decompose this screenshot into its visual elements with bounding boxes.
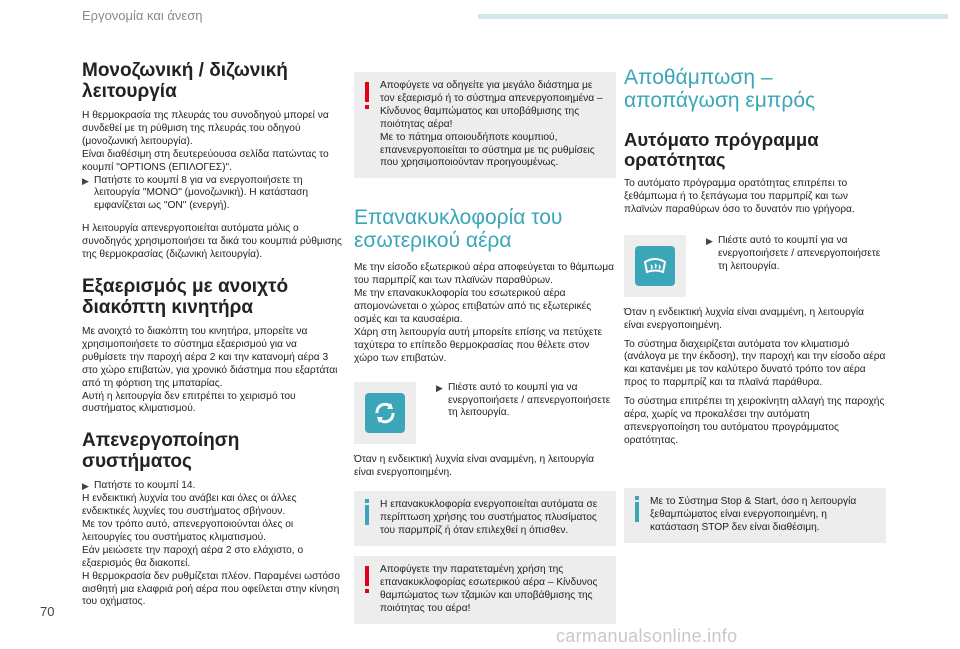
section-title-mono-dual: Μονοζωνική / διζωνική λειτουργία [82, 60, 288, 102]
section-title-deactivation: Απενεργοποίηση συστήματος [82, 430, 240, 473]
warning-exclamation-icon [365, 82, 369, 102]
arrow-bullet-icon: ▶ [82, 175, 89, 186]
defrost-button-row [624, 235, 886, 297]
paragraph: Με τον τρόπο αυτό, απενεργοποιούνται όλες οι λειτουργίες του συστήματος κλιματισμού. [82, 519, 294, 543]
column-middle [354, 72, 616, 634]
paragraph: Η θερμοκρασία δεν ρυθμίζεται πλέον. Παραμένει ωστόσο αισθητή μια ελαφριά ροή αέρα που οφείλεται στην κίνηση του οχήματος. [82, 570, 341, 608]
info-box [354, 491, 616, 546]
icon-frame [624, 235, 686, 297]
icon-frame [354, 382, 416, 444]
paragraph: Το σύστημα επιτρέπει τη χειροκίνητη αλλαγή της παροχής αέρα, χωρίς να προκαλέσει την αυτόματη απενεργοποίηση του αυτόματου προγράμματος ορατότητας. [624, 396, 885, 446]
bullet-text: Πιέστε αυτό το κουμπί για να ενεργοποιήσετε / απενεργοποιήσετε τη λειτουργία. [448, 381, 611, 419]
warning-box [354, 72, 616, 178]
bullet-item [706, 235, 886, 297]
paragraph: Το αυτόματο πρόγραμμα ορατότητας επιτρέπει το ξεθάμπωμα ή το ξεπάγωμα του παρμπρίζ και των πλαϊνών παραθύρων όσο το δυνατόν πιο γρήγορα. [624, 178, 855, 215]
bullet-item [82, 175, 344, 214]
watermark: carmanualsonline.info [556, 626, 738, 646]
section-title-ventilation: Εξαερισμός με ανοιχτό διακόπτη κινητήρα [82, 275, 289, 318]
subsection-title-visibility: Αυτόματο πρόγραμμα ορατότητας [624, 129, 819, 170]
header-title: Εργονομία και άνεση [82, 8, 203, 23]
paragraph: Με την επανακυκλοφορία του εσωτερικού αέρα απομονώνεται ο χώρος επιβατών από τις εξωτερικές οσμές και τα καυσαέρια. [354, 288, 592, 325]
column-right [624, 66, 886, 553]
bullet-text: Πατήστε το κουμπί 8 για να ενεργοποιήσετε τη λειτουργία "MONO" (μονοζωνική). Η κατάσταση εμφανίζεται ως "ON" (ενεργή). [94, 174, 309, 212]
warning-exclamation-dot [365, 589, 369, 593]
info-box [624, 488, 886, 543]
bullet-item [436, 382, 616, 444]
warning-text: Αποφύγετε να οδηγείτε για μεγάλο διάστημα με τον εξαερισμό ή το σύστημα απενεργοποιημένα – Κίνδυνος θαμπώματος και υποβάθμισης της ποιότητας αέρα! [380, 80, 603, 130]
bullet-text: Πιέστε αυτό το κουμπί για να ενεργοποιήσετε / απενεργοποιήσετε τη λειτουργία. [718, 234, 881, 272]
paragraph: Η ενδεικτική λυχνία του ανάβει και όλες οι άλλες ενδεικτικές λυχνίες του συστήματος σβήνουν. [82, 493, 297, 518]
paragraph: Με ανοιχτό το διακόπτη του κινητήρα, μπορείτε να χρησιμοποιήσετε το σύστημα εξαερισμού για να ρυθμίσετε την παροχή αέρα 2 και την κατανομή αέρα 3 στο χώρο επιβατών, για χρονικό διάστημα που εξαρτάται από τη φόρτιση της μπαταρίας. [82, 325, 338, 389]
paragraph: Η θερμοκρασία της πλευράς του συνοδηγού μπορεί να συνδεθεί με τη ρύθμιση της πλευράς του οδηγού (μονοζωνική λειτουργία). [82, 110, 329, 147]
info-i-dot [365, 499, 369, 503]
bullet-text: Πατήστε το κουμπί 14. [94, 480, 196, 492]
windscreen-defrost-icon[interactable] [635, 246, 675, 286]
column-left [82, 60, 344, 615]
arrow-bullet-icon: ▶ [706, 235, 713, 246]
info-i-icon [365, 505, 369, 525]
paragraph: Με την είσοδο εξωτερικού αέρα αποφεύγεται το θάμπωμα του παρμπρίζ και των πλαϊνών παραθύρων. [354, 262, 614, 287]
warning-text: Αποφύγετε την παρατεταμένη χρήση της επανακυκλοφορίας εσωτερικού αέρα – Κίνδυνος θαμπώματος των τζαμιών και υποβάθμισης της ποιότητας του αέρα! [380, 564, 598, 614]
paragraph: Όταν η ενδεικτική λυχνία είναι αναμμένη, η λειτουργία είναι ενεργοποιημένη. [624, 306, 865, 331]
paragraph: Το σύστημα διαχειρίζεται αυτόματα τον κλιματισμό (ανάλογα με την έκδοση), την παροχή και την είσοδο αέρα και κατανέμει με τον καλύτερο δυνατό τρόπο τον αέρα προς το παρμπρίζ και τα πλαϊνά παράθυρα. [624, 338, 886, 389]
section-title-recirculation: Επανακυκλοφορία του εσωτερικού αέρα [354, 206, 563, 253]
arrow-bullet-icon: ▶ [436, 382, 443, 393]
info-i-dot [635, 496, 639, 500]
info-text: Η επανακυκλοφορία ενεργοποιείται αυτόματα σε περίπτωση χρήσης του συστήματος πλυσίματος του παρμπρίζ ή όταν επιλεχθεί η όπισθεν. [380, 499, 598, 537]
paragraph: Χάρη στη λειτουργία αυτή μπορείτε επίσης να πετύχετε ταχύτερα το επίπεδο θερμοκρασίας που θέλετε στον χώρο των επιβατών. [354, 326, 603, 364]
warning-exclamation-icon [365, 566, 369, 586]
paragraph: Όταν η ενδεικτική λυχνία είναι αναμμένη, η λειτουργία είναι ενεργοποιημένη. [354, 453, 595, 478]
paragraph: Είναι διαθέσιμη στη δευτερεύουσα σελίδα πατώντας το κουμπί "OPTIONS (ΕΠΙΛΟΓΕΣ)". [82, 148, 329, 173]
info-text: Με το Σύστημα Stop & Start, όσο η λειτουργία ξεθαμπώματος είναι ενεργοποιημένη, η κατάσταση STOP δεν είναι διαθέσιμη. [650, 495, 857, 533]
warning-text: Με το πάτημα οποιουδήποτε κουμπιού, επανενεργοποιείται το σύστημα με τις ρυθμίσεις που χρησιμοποιούνταν προηγουμένως. [380, 131, 595, 169]
paragraph: Εάν μειώσετε την παροχή αέρα 2 στο ελάχιστο, ο εξαερισμός θα διακοπεί. [82, 544, 304, 569]
warning-box [354, 556, 616, 624]
arrow-bullet-icon: ▶ [82, 481, 89, 492]
air-recirculation-icon[interactable] [365, 393, 405, 433]
bullet-item [82, 480, 344, 493]
paragraph: Αυτή η λειτουργία δεν επιτρέπει το χειρισμό του συστήματος κλιματισμού. [82, 390, 296, 415]
header-rule [478, 14, 948, 19]
warning-exclamation-dot [365, 105, 369, 109]
page-number: 70 [40, 604, 55, 619]
section-title-defrost: Αποθάμπωση – αποπάγωση εμπρός [624, 66, 816, 112]
paragraph: Η λειτουργία απενεργοποιείται αυτόματα μόλις ο συνοδηγός χρησιμοποιήσει τα δικά του κουμπιά ρύθμισης της θερμοκρασίας (διζωνική λειτουργία). [82, 223, 342, 261]
info-i-icon [635, 502, 639, 522]
recirculation-button-row [354, 382, 616, 444]
